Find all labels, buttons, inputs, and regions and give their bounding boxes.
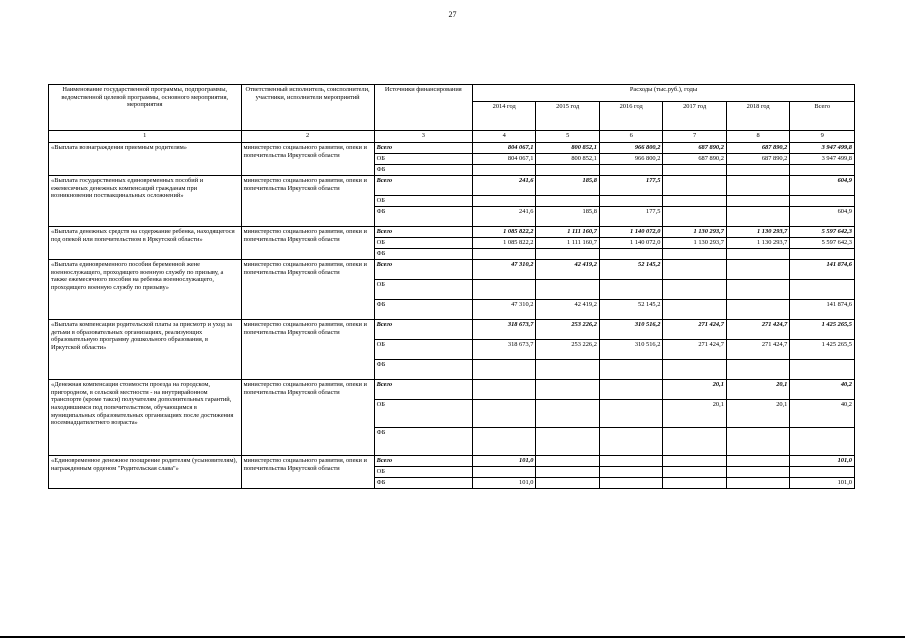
total-value-cell: 141 874,6 xyxy=(790,260,855,280)
year-value-cell: 1 130 293,7 xyxy=(663,227,726,238)
column-number: 2 xyxy=(241,131,374,143)
total-value-cell: 3 947 499,8 xyxy=(790,154,855,165)
year-value-cell: 101,0 xyxy=(472,478,535,489)
year-value-cell: 1 085 822,2 xyxy=(472,238,535,249)
year-value-cell: 800 852,1 xyxy=(536,154,599,165)
header-year: 2015 год xyxy=(536,102,599,131)
year-value-cell: 271 424,7 xyxy=(663,320,726,340)
year-value-cell xyxy=(726,249,789,260)
year-value-cell xyxy=(726,176,789,196)
table-body xyxy=(49,143,855,489)
year-value-cell xyxy=(726,280,789,300)
program-name-cell: «Выплата государственных единовременных пособий и ежемесячных денежных компенсаций гражданам при возникновении поствакцинальных осложнений» xyxy=(49,176,242,227)
total-value-cell: 40,2 xyxy=(790,400,855,428)
year-value-cell xyxy=(726,360,789,380)
program-name-cell: «Выплата вознаграждения приемным родителям» xyxy=(49,143,242,176)
funding-source-cell: Всего xyxy=(374,380,472,400)
year-value-cell: 1 130 293,7 xyxy=(663,238,726,249)
total-value-cell xyxy=(790,249,855,260)
year-value-cell xyxy=(599,400,662,428)
funding-source-cell: ОБ xyxy=(374,467,472,478)
year-value-cell xyxy=(663,249,726,260)
total-value-cell: 1 425 265,5 xyxy=(790,340,855,360)
year-value-cell: 687 890,2 xyxy=(726,154,789,165)
page-bottom-rule xyxy=(0,636,905,638)
year-value-cell xyxy=(536,165,599,176)
table-row xyxy=(49,260,855,280)
year-value-cell xyxy=(726,467,789,478)
program-name-cell: «Выплата единовременного пособия беременной жене военнослужащего, проходящего военную службу по призыву, а также ежемесячного пособия на ребенка военнослужащего, проходящего военную службу по призыву» xyxy=(49,260,242,320)
year-value-cell xyxy=(599,360,662,380)
year-value-cell: 687 890,2 xyxy=(663,143,726,154)
year-value-cell xyxy=(726,165,789,176)
year-value-cell: 42 419,2 xyxy=(536,260,599,280)
funding-source-cell: ОБ xyxy=(374,340,472,360)
year-value-cell xyxy=(536,280,599,300)
year-value-cell xyxy=(663,456,726,467)
year-value-cell xyxy=(536,400,599,428)
year-value-cell: 47 310,2 xyxy=(472,300,535,320)
year-value-cell xyxy=(599,467,662,478)
total-value-cell: 5 597 642,3 xyxy=(790,227,855,238)
year-value-cell: 271 424,7 xyxy=(663,340,726,360)
year-value-cell xyxy=(472,467,535,478)
year-value-cell xyxy=(536,428,599,456)
year-value-cell xyxy=(536,249,599,260)
year-value-cell xyxy=(663,196,726,207)
year-value-cell: 966 800,2 xyxy=(599,154,662,165)
total-value-cell: 141 874,6 xyxy=(790,300,855,320)
year-value-cell: 271 424,7 xyxy=(726,340,789,360)
year-value-cell xyxy=(663,467,726,478)
executor-cell: министерство социального развития, опеки и попечительства Иркутской области xyxy=(241,143,374,176)
year-value-cell: 42 419,2 xyxy=(536,300,599,320)
year-value-cell xyxy=(599,380,662,400)
year-value-cell xyxy=(726,260,789,280)
executor-cell: министерство социального развития, опеки и попечительства Иркутской области xyxy=(241,227,374,260)
column-number: 3 xyxy=(374,131,472,143)
year-value-cell xyxy=(726,207,789,227)
year-value-cell: 253 226,2 xyxy=(536,340,599,360)
funding-source-cell: Всего xyxy=(374,143,472,154)
funding-source-cell: ОБ xyxy=(374,400,472,428)
header-funding-source: Источники финансирования xyxy=(374,85,472,131)
column-number: 5 xyxy=(536,131,599,143)
year-value-cell xyxy=(472,196,535,207)
funding-source-cell: ФБ xyxy=(374,428,472,456)
year-value-cell: 185,8 xyxy=(536,176,599,196)
year-value-cell xyxy=(726,456,789,467)
column-number: 1 xyxy=(49,131,242,143)
table-row xyxy=(49,176,855,196)
total-value-cell: 5 597 642,3 xyxy=(790,238,855,249)
year-value-cell: 20,1 xyxy=(663,400,726,428)
year-value-cell: 687 890,2 xyxy=(726,143,789,154)
table-row xyxy=(49,227,855,238)
year-value-cell xyxy=(726,428,789,456)
executor-cell: министерство социального развития, опеки и попечительства Иркутской области xyxy=(241,176,374,227)
program-name-cell: «Выплата компенсации родительской платы за присмотр и уход за детьми в образовательных организациях, реализующих образовательную программу дошкольного образования, в Иркутской области» xyxy=(49,320,242,380)
column-number: 7 xyxy=(663,131,726,143)
year-value-cell: 1 140 072,0 xyxy=(599,227,662,238)
year-value-cell: 318 673,7 xyxy=(472,340,535,360)
year-value-cell xyxy=(472,165,535,176)
year-value-cell xyxy=(599,165,662,176)
funding-source-cell: ОБ xyxy=(374,280,472,300)
header-expenses: Расходы (тыс.руб.), годы xyxy=(472,85,854,102)
year-value-cell xyxy=(726,196,789,207)
header-program-name: Наименование государственной программы, подпрограммы, ведомственной целевой программы, основного мероприятия, мероприятия xyxy=(49,85,242,131)
total-value-cell: 40,2 xyxy=(790,380,855,400)
year-value-cell: 1 111 160,7 xyxy=(536,227,599,238)
column-number: 8 xyxy=(726,131,789,143)
year-value-cell xyxy=(663,360,726,380)
year-value-cell: 1 111 160,7 xyxy=(536,238,599,249)
year-value-cell: 966 800,2 xyxy=(599,143,662,154)
year-value-cell xyxy=(536,478,599,489)
total-value-cell xyxy=(790,428,855,456)
funding-source-cell: ФБ xyxy=(374,249,472,260)
total-value-cell: 1 425 265,5 xyxy=(790,320,855,340)
year-value-cell: 1 130 293,7 xyxy=(726,238,789,249)
year-value-cell: 20,1 xyxy=(726,380,789,400)
column-number: 6 xyxy=(599,131,662,143)
year-value-cell xyxy=(663,176,726,196)
year-value-cell xyxy=(726,478,789,489)
total-value-cell xyxy=(790,165,855,176)
column-number: 9 xyxy=(790,131,855,143)
funding-source-cell: ОБ xyxy=(374,154,472,165)
year-value-cell xyxy=(472,280,535,300)
year-value-cell xyxy=(599,478,662,489)
total-value-cell xyxy=(790,360,855,380)
header-year: 2018 год xyxy=(726,102,789,131)
year-value-cell xyxy=(536,467,599,478)
program-name-cell: «Единовременное денежное поощрение родителям (усыновителям), награжденным орденом "Родительская слава"» xyxy=(49,456,242,489)
total-value-cell: 604,9 xyxy=(790,176,855,196)
year-value-cell: 253 226,2 xyxy=(536,320,599,340)
funding-source-cell: ФБ xyxy=(374,300,472,320)
year-value-cell xyxy=(472,400,535,428)
year-value-cell: 804 067,1 xyxy=(472,143,535,154)
executor-cell: министерство социального развития, опеки и попечительства Иркутской области xyxy=(241,320,374,380)
year-value-cell: 177,5 xyxy=(599,207,662,227)
executor-cell: министерство социального развития, опеки и попечительства Иркутской области xyxy=(241,456,374,489)
year-value-cell: 177,5 xyxy=(599,176,662,196)
year-value-cell xyxy=(472,428,535,456)
year-value-cell: 804 067,1 xyxy=(472,154,535,165)
total-value-cell: 604,9 xyxy=(790,207,855,227)
year-value-cell: 52 145,2 xyxy=(599,260,662,280)
funding-source-cell: Всего xyxy=(374,227,472,238)
year-value-cell xyxy=(472,249,535,260)
header-year: 2016 год xyxy=(599,102,662,131)
total-value-cell: 3 947 499,8 xyxy=(790,143,855,154)
year-value-cell: 47 310,2 xyxy=(472,260,535,280)
funding-source-cell: ФБ xyxy=(374,207,472,227)
year-value-cell xyxy=(599,428,662,456)
year-value-cell xyxy=(536,360,599,380)
year-value-cell: 318 673,7 xyxy=(472,320,535,340)
year-value-cell: 310 516,2 xyxy=(599,320,662,340)
year-value-cell xyxy=(536,380,599,400)
funding-source-cell: ФБ xyxy=(374,360,472,380)
funding-source-cell: Всего xyxy=(374,176,472,196)
year-value-cell: 101,0 xyxy=(472,456,535,467)
year-value-cell: 800 852,1 xyxy=(536,143,599,154)
year-value-cell xyxy=(472,360,535,380)
header-total: Всего xyxy=(790,102,855,131)
year-value-cell xyxy=(599,196,662,207)
funding-source-cell: Всего xyxy=(374,260,472,280)
year-value-cell xyxy=(663,165,726,176)
table-row xyxy=(49,320,855,340)
year-value-cell xyxy=(663,478,726,489)
year-value-cell: 20,1 xyxy=(726,400,789,428)
year-value-cell xyxy=(663,428,726,456)
year-value-cell: 241,6 xyxy=(472,207,535,227)
header-year: 2014 год xyxy=(472,102,535,131)
year-value-cell: 185,8 xyxy=(536,207,599,227)
program-name-cell: «Выплата денежных средств на содержание ребенка, находящегося под опекой или попечительством в Иркутской области» xyxy=(49,227,242,260)
total-value-cell xyxy=(790,280,855,300)
year-value-cell xyxy=(663,300,726,320)
table-row xyxy=(49,143,855,154)
total-value-cell xyxy=(790,196,855,207)
year-value-cell xyxy=(663,207,726,227)
header-year: 2017 год xyxy=(663,102,726,131)
year-value-cell xyxy=(472,380,535,400)
year-value-cell xyxy=(536,456,599,467)
program-name-cell: «Денежная компенсация стоимости проезда на городском, пригородном, в сельской местности - на внутрирайонном транспорте (кроме такси) получателям дополнительных гарантий, находившимся под попечительством, обучающимся в муниципальных образовательных организациях после достижения восемнадцатилетнего возраста» xyxy=(49,380,242,456)
year-value-cell: 271 424,7 xyxy=(726,320,789,340)
header-executor: Ответственный исполнитель, соисполнители, участники, исполнители мероприятий xyxy=(241,85,374,131)
funding-source-cell: ФБ xyxy=(374,165,472,176)
total-value-cell xyxy=(790,467,855,478)
funding-source-cell: ФБ xyxy=(374,478,472,489)
column-number: 4 xyxy=(472,131,535,143)
year-value-cell xyxy=(663,260,726,280)
funding-source-cell: ОБ xyxy=(374,238,472,249)
year-value-cell xyxy=(599,456,662,467)
funding-source-cell: Всего xyxy=(374,456,472,467)
year-value-cell xyxy=(599,280,662,300)
total-value-cell: 101,0 xyxy=(790,456,855,467)
total-value-cell: 101,0 xyxy=(790,478,855,489)
year-value-cell: 1 140 072,0 xyxy=(599,238,662,249)
funding-source-cell: Всего xyxy=(374,320,472,340)
funding-source-cell: ОБ xyxy=(374,196,472,207)
year-value-cell xyxy=(726,300,789,320)
budget-table xyxy=(48,84,855,489)
year-value-cell xyxy=(536,196,599,207)
executor-cell: министерство социального развития, опеки и попечительства Иркутской области xyxy=(241,380,374,456)
table-row xyxy=(49,456,855,467)
column-number-row xyxy=(49,131,855,143)
executor-cell: министерство социального развития, опеки и попечительства Иркутской области xyxy=(241,260,374,320)
year-value-cell xyxy=(663,280,726,300)
year-value-cell: 52 145,2 xyxy=(599,300,662,320)
year-value-cell: 310 516,2 xyxy=(599,340,662,360)
page-number: 27 xyxy=(448,10,457,19)
year-value-cell: 1 085 822,2 xyxy=(472,227,535,238)
year-value-cell xyxy=(599,249,662,260)
year-value-cell: 687 890,2 xyxy=(663,154,726,165)
year-value-cell: 20,1 xyxy=(663,380,726,400)
year-value-cell: 241,6 xyxy=(472,176,535,196)
table-row xyxy=(49,380,855,400)
year-value-cell: 1 130 293,7 xyxy=(726,227,789,238)
